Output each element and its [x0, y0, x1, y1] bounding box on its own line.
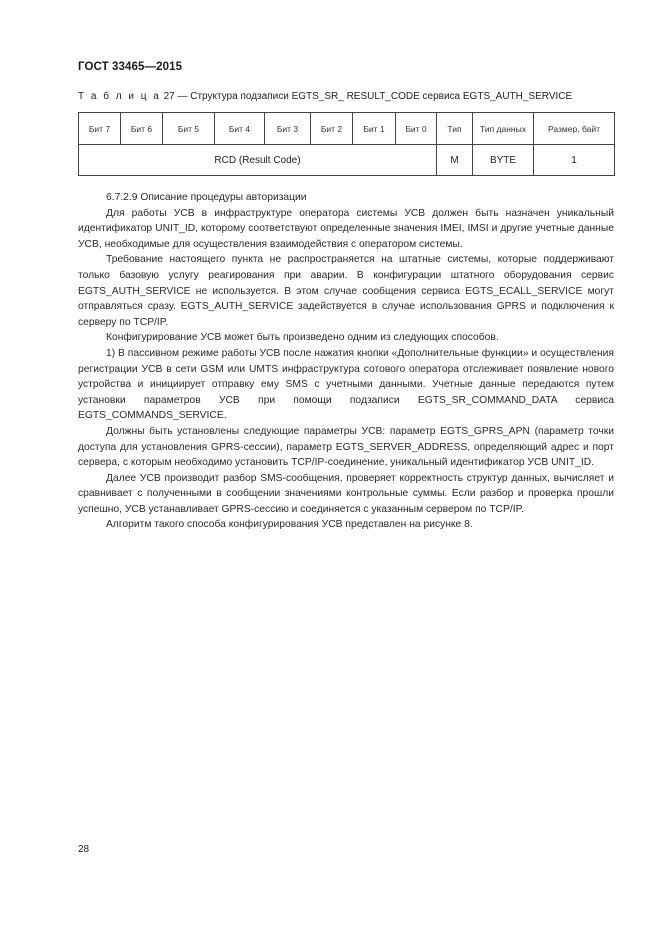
paragraph: Алгоритм такого способа конфигурирования УСВ представлен на рисунке 8. — [106, 519, 473, 531]
cell-type: M — [437, 145, 473, 176]
header-cell-bit3: Бит 3 — [265, 113, 311, 145]
paragraph: Должны быть установлены следующие параметры УСВ: параметр EGTS_GPRS_APN (параметр точки доступа для установления GPRS-сессии), параметр EGTS_SERVER_ADDRESS, определяющий адрес и порт сервера, с которым необходимо установить TCP/IP-соединение, уникальный идентификатор УСВ UNIT_ID. — [78, 425, 614, 469]
header-cell-bit2: Бит 2 — [311, 113, 353, 145]
structure-table — [78, 112, 615, 176]
header-cell-bit7: Бит 7 — [79, 113, 121, 145]
header-cell-size: Размер, байт — [534, 113, 615, 145]
header-cell-data-type: Тип данных — [473, 113, 534, 145]
cell-data-type: BYTE — [473, 145, 534, 176]
document-header: ГОСТ 33465—2015 — [78, 61, 183, 73]
page-number: 28 — [78, 844, 90, 855]
paragraph: Конфигурирование УСВ может быть произведено одним из следующих способов. — [106, 332, 499, 344]
paragraph: Требование настоящего пункта не распространяется на штатные системы, которые поддерживают только базовую услугу реагирования при аварии. В конфигурации штатного оборудования сервис EGTS_AUTH_SERVICE не используется. В этом случае сообщения сервиса EGTS_ECALL_SERVICE могут отправляться сразу. EGTS_AUTH_SERVICE задействуется в случае использования GPRS и подключения к серверу по TCP/IP. — [78, 254, 614, 328]
section-heading: 6.7.2.9 Описание процедуры авторизации — [106, 192, 307, 203]
header-cell-type: Тип — [437, 113, 473, 145]
cell-field-name: RCD (Result Code) — [79, 145, 437, 176]
header-cell-bit1: Бит 1 — [353, 113, 396, 145]
document-body — [78, 190, 614, 533]
header-cell-bit0: Бит 0 — [396, 113, 437, 145]
cell-size: 1 — [534, 145, 615, 176]
paragraph: 1) В пассивном режиме работы УСВ после нажатия кнопки «Дополнительные функции» и осуществления регистрации УСВ в сети GSM или UMTS инфраструктура сотового оператора отслеживает появление нового устройства и инициирует отправку ему SMS с учетными данными. Учетные данные передаются путем установки параметров УСВ при помощи подзаписи EGTS_SR_COMMAND_DATA сервиса EGTS_COMMANDS_SERVICE. — [78, 347, 614, 422]
paragraph: Для работы УСВ в инфраструктуре оператора системы УСВ должен быть назначен уникальный идентификатор UNIT_ID, которому соответствуют определенные значения IMEI, IMSI и другие учетные данные УСВ, необходимые для осуществления взаимодействия с оператором системы. — [78, 207, 614, 250]
table-caption — [78, 91, 572, 102]
paragraph: Далее УСВ производит разбор SMS-сообщения, проверяет корректность структур данных, вычисляет и сравнивает с полученными в сообщении значениями контрольные суммы. Если разбор и проверка прошли успешно, УСВ устанавливает GPRS-сессию и соединяется с указанным сервером по TCP/IP. — [78, 472, 614, 515]
table-header-row — [79, 113, 615, 145]
table-row — [79, 145, 615, 176]
header-cell-bit4: Бит 4 — [215, 113, 265, 145]
table-caption-prefix: Т а б л и ц а — [78, 91, 161, 102]
header-cell-bit5: Бит 5 — [163, 113, 215, 145]
header-cell-bit6: Бит 6 — [121, 113, 163, 145]
table-caption-text: 27 — Структура подзаписи EGTS_SR_ RESULT_CODE сервиса EGTS_AUTH_SERVICE — [163, 91, 573, 102]
